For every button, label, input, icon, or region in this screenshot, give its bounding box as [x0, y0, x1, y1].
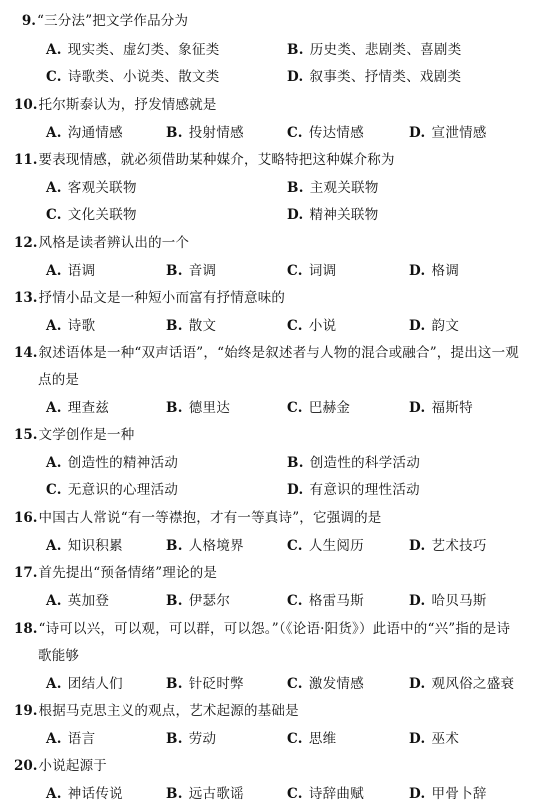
question-stem	[14, 286, 536, 306]
option-label: C.	[287, 125, 303, 141]
answer-option	[409, 534, 487, 554]
answer-option	[46, 176, 137, 196]
answer-option	[46, 396, 109, 416]
answer-option	[287, 782, 364, 802]
option-text: 知识积累	[67, 538, 123, 554]
answer-option	[166, 727, 216, 747]
option-text: 格雷马斯	[308, 593, 365, 609]
answer-option	[409, 589, 487, 609]
option-label: A.	[46, 593, 62, 609]
option-text: 词调	[308, 263, 337, 279]
question-text-continued: 歌能够	[38, 648, 80, 664]
option-label: C.	[46, 207, 62, 223]
option-label: A.	[46, 400, 62, 416]
option-text: 人格境界	[188, 538, 244, 554]
option-label: D.	[409, 786, 426, 802]
answer-option	[166, 314, 216, 334]
answer-option	[287, 314, 336, 334]
option-label: C.	[287, 593, 303, 609]
option-label: D.	[409, 676, 426, 692]
option-label: A.	[46, 180, 62, 196]
answer-option	[287, 727, 336, 747]
question-text: 根据马克思主义的观点，艺术起源的基础是	[38, 703, 299, 719]
option-label: D.	[287, 482, 304, 498]
option-text: 福斯特	[431, 400, 473, 416]
answer-option	[409, 121, 487, 141]
option-label: C.	[287, 263, 303, 279]
option-label: A.	[46, 318, 62, 334]
answer-option	[166, 121, 244, 141]
option-label: A.	[46, 676, 62, 692]
option-label: A.	[46, 125, 62, 141]
option-label: C.	[287, 731, 303, 747]
question-text: 文学创作是一种	[38, 427, 135, 443]
answer-option	[46, 534, 123, 554]
option-label: B.	[166, 400, 183, 416]
option-text: 散文	[188, 318, 217, 334]
option-text: 精神关联物	[309, 207, 379, 223]
answer-option	[166, 589, 230, 609]
question-number: 15.	[14, 427, 38, 443]
option-label: C.	[46, 482, 62, 498]
answer-option	[287, 589, 364, 609]
option-label: D.	[287, 69, 304, 85]
option-text: 针砭时弊	[188, 676, 244, 692]
option-text: 劳动	[188, 731, 217, 747]
option-text: 语言	[67, 731, 96, 747]
option-text: 观风俗之盛衰	[431, 676, 515, 692]
question-text: 要表现情感，就必须借助某种媒介，艾略特把这种媒介称为	[38, 152, 395, 168]
option-label: C.	[287, 786, 303, 802]
option-label: B.	[287, 180, 304, 196]
option-text: 文化关联物	[67, 207, 137, 223]
option-text: 客观关联物	[67, 180, 137, 196]
answer-option	[166, 259, 216, 279]
option-label: A.	[46, 42, 62, 58]
answer-option	[46, 121, 123, 141]
question-number: 17.	[14, 565, 38, 581]
answer-option	[46, 727, 95, 747]
option-label: B.	[166, 318, 183, 334]
option-text: 甲骨卜辞	[431, 786, 487, 802]
option-text: 人生阅历	[308, 538, 365, 554]
question-stem	[14, 341, 536, 361]
option-label: D.	[409, 318, 426, 334]
option-text: 诗歌类、小说类、散文类	[67, 69, 220, 85]
option-label: D.	[409, 400, 426, 416]
question-stem	[14, 9, 536, 29]
answer-option	[46, 259, 95, 279]
answer-option	[166, 672, 244, 692]
question-text: 抒情小品文是一种短小而富有抒情意味的	[38, 290, 286, 306]
option-text: 格调	[431, 263, 460, 279]
question-number: 19.	[14, 703, 38, 719]
question-text: 托尔斯泰认为，抒发情感就是	[38, 97, 217, 113]
option-text: 主观关联物	[309, 180, 379, 196]
answer-option	[409, 672, 514, 692]
option-label: A.	[46, 455, 62, 471]
question-text: 中国古人常说“有一等襟抱，才有一等真诗”，它强调的是	[38, 510, 382, 526]
question-stem	[14, 93, 536, 113]
answer-option	[46, 782, 123, 802]
question-stem	[14, 506, 536, 526]
option-label: B.	[166, 786, 183, 802]
answer-option	[46, 65, 220, 85]
answer-option	[287, 65, 461, 85]
answer-option	[287, 38, 462, 58]
answer-option	[287, 396, 350, 416]
option-label: B.	[287, 455, 304, 471]
option-label: C.	[287, 318, 303, 334]
option-text: 叙事类、抒情类、戏剧类	[309, 69, 462, 85]
option-label: D.	[409, 731, 426, 747]
answer-option	[166, 396, 230, 416]
option-text: 远古歌谣	[188, 786, 244, 802]
answer-option	[46, 38, 220, 58]
answer-option	[166, 534, 244, 554]
option-label: A.	[46, 263, 62, 279]
question-number: 12.	[14, 235, 38, 251]
answer-option	[287, 534, 364, 554]
question-number: 13.	[14, 290, 38, 306]
option-text: 诗歌	[67, 318, 96, 334]
option-text: 思维	[308, 731, 337, 747]
answer-option	[409, 782, 487, 802]
question-text: 首先提出“预备情绪”理论的是	[38, 565, 218, 581]
question-stem	[14, 699, 536, 719]
option-label: C.	[287, 400, 303, 416]
question-stem	[14, 231, 536, 251]
option-text: 宣泄情感	[431, 125, 487, 141]
option-label: C.	[287, 538, 303, 554]
option-text: 历史类、悲剧类、喜剧类	[309, 42, 462, 58]
question-number: 20.	[14, 758, 38, 774]
option-text: 团结人们	[67, 676, 123, 692]
option-text: 有意识的理性活动	[309, 482, 420, 498]
answer-option	[46, 451, 178, 471]
option-text: 伊瑟尔	[188, 593, 231, 609]
option-label: B.	[166, 125, 183, 141]
answer-option	[287, 259, 336, 279]
option-label: B.	[166, 538, 183, 554]
question-number: 11.	[14, 152, 38, 168]
option-label: A.	[46, 731, 62, 747]
option-text: 激发情感	[308, 676, 365, 692]
question-stem	[14, 561, 536, 581]
option-label: B.	[166, 593, 183, 609]
question-stem	[14, 754, 536, 774]
answer-option	[409, 727, 459, 747]
option-text: 沟通情感	[67, 125, 123, 141]
option-text: 投射情感	[188, 125, 244, 141]
question-text-continued: 点的是	[38, 372, 80, 388]
option-label: D.	[409, 263, 426, 279]
option-text: 创造性的精神活动	[67, 455, 179, 471]
option-label: D.	[409, 125, 426, 141]
question-number: 18.	[14, 621, 38, 637]
option-text: 巫术	[431, 731, 460, 747]
option-text: 德里达	[188, 400, 231, 416]
answer-option	[166, 782, 244, 802]
option-text: 传达情感	[308, 125, 365, 141]
question-stem	[14, 148, 536, 168]
question-stem	[14, 617, 536, 637]
option-label: B.	[166, 263, 183, 279]
option-label: B.	[166, 731, 183, 747]
answer-option	[46, 203, 137, 223]
option-label: B.	[166, 676, 183, 692]
answer-option	[287, 203, 379, 223]
answer-option	[409, 259, 459, 279]
answer-option	[287, 672, 364, 692]
question-text: “诗可以兴，可以观，可以群，可以怨。”（《论语·阳货》）此语中的“兴”指的是诗	[38, 621, 511, 637]
answer-option	[287, 478, 420, 498]
question-stem	[14, 423, 536, 443]
option-text: 神话传说	[67, 786, 123, 802]
question-text: “三分法”把文学作品分为	[37, 13, 189, 29]
option-label: B.	[287, 42, 304, 58]
answer-option	[287, 176, 379, 196]
question-number: 10.	[14, 97, 38, 113]
question-number: 14.	[14, 345, 38, 361]
option-label: A.	[46, 538, 62, 554]
question-text: 小说起源于	[38, 758, 107, 774]
question-number: 16.	[14, 510, 38, 526]
option-text: 英加登	[67, 593, 110, 609]
option-text: 语调	[67, 263, 96, 279]
option-text: 诗辞曲赋	[308, 786, 365, 802]
answer-option	[287, 451, 420, 471]
option-text: 创造性的科学活动	[309, 455, 421, 471]
option-text: 现实类、虚幻类、象征类	[67, 42, 220, 58]
option-label: D.	[409, 538, 426, 554]
question-text: 风格是读者辨认出的一个	[38, 235, 190, 251]
option-label: C.	[46, 69, 62, 85]
option-text: 无意识的心理活动	[67, 482, 179, 498]
answer-option	[409, 314, 459, 334]
option-text: 哈贝马斯	[431, 593, 487, 609]
answer-option	[287, 121, 364, 141]
answer-option	[46, 478, 178, 498]
option-text: 音调	[188, 263, 217, 279]
answer-option	[46, 672, 123, 692]
option-label: D.	[287, 207, 304, 223]
answer-option	[46, 589, 109, 609]
option-text: 艺术技巧	[431, 538, 487, 554]
option-label: A.	[46, 786, 62, 802]
option-text: 韵文	[431, 318, 460, 334]
answer-option	[409, 396, 473, 416]
option-text: 小说	[308, 318, 337, 334]
option-label: C.	[287, 676, 303, 692]
option-text: 理查兹	[67, 400, 110, 416]
option-text: 巴赫金	[308, 400, 351, 416]
question-number: 9.	[21, 13, 36, 29]
option-label: D.	[409, 593, 426, 609]
answer-option	[46, 314, 95, 334]
question-text: 叙述语体是一种“双声话语”，“始终是叙述者与人物的混合或融合”，提出这一观	[38, 345, 520, 361]
